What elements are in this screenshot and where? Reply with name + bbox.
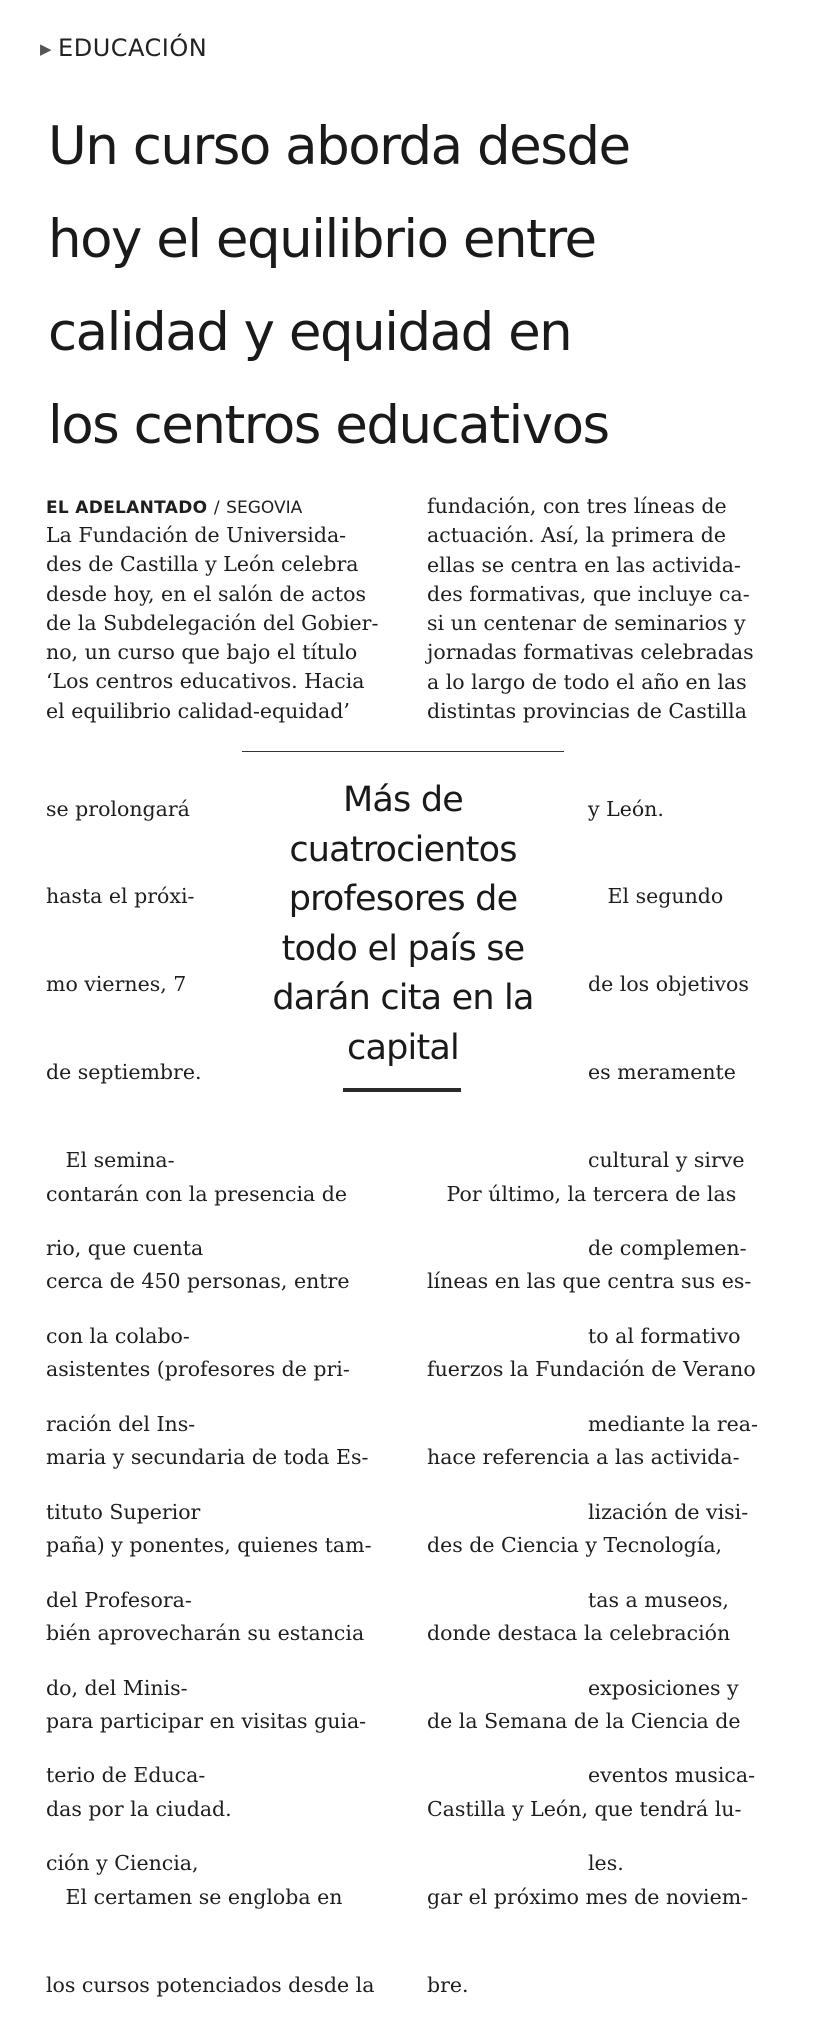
- text-line: a lo largo de todo el año en las: [427, 669, 747, 694]
- pull-quote: [250, 776, 556, 1073]
- section-label: [40, 34, 207, 62]
- text-line: los cursos potenciados desde la: [46, 1972, 375, 1997]
- byline-city: SEGOVIA: [226, 498, 303, 518]
- text-line: fuerzos la Fundación de Verano: [427, 1357, 756, 1382]
- text-line: ‘Los centros educativos. Hacia: [46, 669, 365, 694]
- column-2-top: [427, 492, 754, 726]
- pull-quote-line: darán cita en la: [272, 978, 534, 1018]
- text-line: donde destaca la celebración: [427, 1621, 731, 1646]
- byline-source: EL ADELANTADO: [46, 498, 208, 518]
- text-line: distintas provincias de Castilla: [427, 699, 747, 724]
- text-line: tas a museos,: [588, 1587, 729, 1612]
- text-line: para participar en visitas guia-: [46, 1708, 367, 1733]
- text-line: des de Castilla y León celebra: [46, 552, 359, 577]
- text-line: terio de Educa-: [46, 1763, 206, 1788]
- text-line: de septiembre.: [46, 1060, 202, 1085]
- headline-line: hoy el equilibrio entre: [48, 209, 596, 270]
- text-line: tituto Superior: [46, 1499, 201, 1524]
- pull-quote-line: profesores de: [288, 879, 518, 919]
- text-line: eventos musica-: [588, 1763, 756, 1788]
- text-line: Por último, la tercera de las: [427, 1181, 737, 1206]
- text-line: El semina-: [46, 1148, 175, 1173]
- byline: [46, 492, 302, 523]
- pull-quote-top-rule: [242, 751, 564, 752]
- text-line: cultural y sirve: [588, 1148, 745, 1173]
- text-line: ción y Ciencia,: [46, 1851, 199, 1876]
- text-line: mo viernes, 7: [46, 972, 187, 997]
- text-line: La Fundación de Universida-: [46, 523, 347, 547]
- text-line: cerca de 450 personas, entre: [46, 1269, 350, 1294]
- text-line: bién aprovecharán su estancia: [46, 1621, 365, 1646]
- text-line: El segundo: [588, 884, 724, 909]
- text-line: maria y secundaria de toda Es-: [46, 1445, 369, 1470]
- arrow-icon: ▶: [40, 40, 53, 58]
- text-line: el equilibrio calidad-equidad’: [46, 698, 350, 723]
- text-line: des de Ciencia y Tecnología,: [427, 1533, 723, 1558]
- pull-quote-line: Más de: [343, 780, 463, 820]
- text-line: no, un curso que bajo el título: [46, 640, 358, 665]
- text-line: paña) y ponentes, quienes tam-: [46, 1533, 372, 1558]
- text-line: si un centenar de seminarios y: [427, 611, 746, 636]
- text-line: Castilla y León, que tendrá lu-: [427, 1796, 742, 1821]
- text-line: del Profesora-: [46, 1587, 192, 1612]
- pull-quote-bottom-rule: [343, 1088, 461, 1092]
- headline-line: los centros educativos: [48, 395, 609, 456]
- text-line: de complemen-: [588, 1236, 747, 1261]
- text-line: de la Subdelegación del Gobier-: [46, 610, 379, 635]
- text-line: das por la ciudad.: [46, 1796, 232, 1821]
- column-1-bottom: [46, 1121, 374, 2029]
- text-line: lización de visi-: [588, 1499, 749, 1524]
- text-line: hasta el próxi-: [46, 884, 195, 909]
- text-line: to al formativo: [588, 1323, 741, 1348]
- pull-quote-line: capital: [347, 1027, 459, 1068]
- text-line: do, del Minis-: [46, 1675, 188, 1700]
- text-line: ración del Ins-: [46, 1411, 196, 1436]
- text-line: El certamen se engloba en: [46, 1884, 343, 1909]
- pull-quote-line: cuatrocientos: [289, 829, 517, 870]
- section-label-text: EDUCACIÓN: [58, 34, 208, 62]
- pull-quote-line: todo el país se: [281, 928, 525, 969]
- text-line: fundación, con tres líneas de: [427, 494, 727, 518]
- text-line: y León.: [588, 796, 664, 821]
- text-line: exposiciones y: [588, 1675, 739, 1700]
- text-line: contarán con la presencia de: [46, 1181, 348, 1206]
- text-line: líneas en las que centra sus es-: [427, 1269, 752, 1294]
- text-line: hace referencia a las activida-: [427, 1445, 740, 1470]
- text-line: asistentes (profesores de pri-: [46, 1357, 350, 1382]
- text-line: ellas se centra en las activida-: [427, 552, 741, 577]
- text-line: se prolongará: [46, 796, 190, 821]
- text-line: de la Semana de la Ciencia de: [427, 1708, 741, 1733]
- column-1-top: [46, 521, 378, 726]
- text-line: rio, que cuenta: [46, 1236, 204, 1261]
- text-line: les.: [588, 1851, 624, 1876]
- text-line: bre.: [427, 1972, 469, 1997]
- column-2-bottom: [427, 1121, 756, 2029]
- headline: [48, 100, 808, 472]
- text-line: desde hoy, en el salón de actos: [46, 581, 366, 606]
- text-line: actuación. Así, la primera de: [427, 523, 727, 548]
- byline-separator: /: [213, 498, 220, 518]
- headline-line: Un curso aborda desde: [48, 116, 630, 177]
- text-line: gar el próximo mes de noviem-: [427, 1884, 749, 1909]
- text-line: mediante la rea-: [588, 1411, 758, 1436]
- text-line: jornadas formativas celebradas: [427, 640, 754, 665]
- text-line: de los objetivos: [588, 972, 749, 997]
- text-line: con la colabo-: [46, 1323, 190, 1348]
- text-line: es meramente: [588, 1060, 736, 1085]
- text-line: des formativas, que incluye ca-: [427, 581, 750, 606]
- headline-line: calidad y equidad en: [48, 302, 572, 363]
